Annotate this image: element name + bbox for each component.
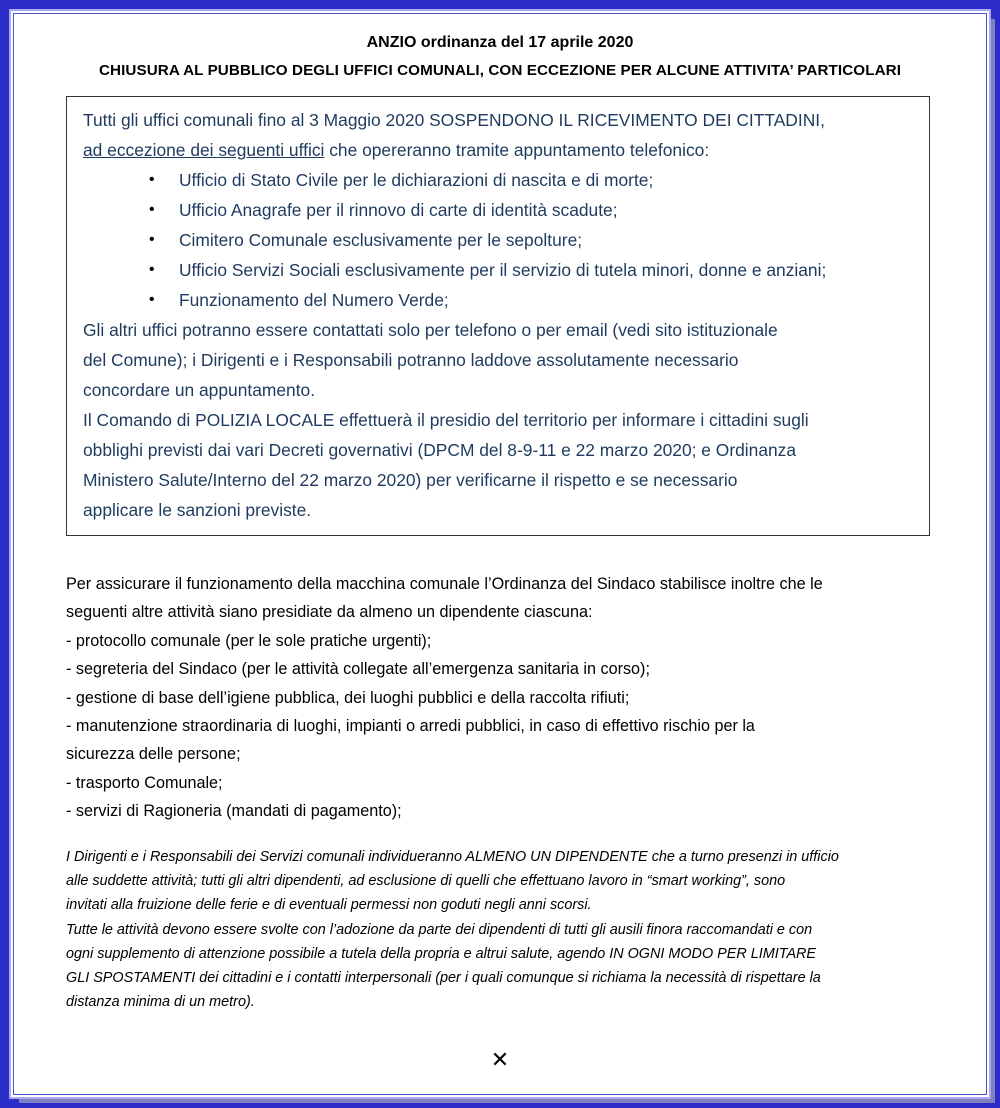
- box-paragraph-line: obblighi previsti dai vari Decreti governativi (DPCM del 8-9-11 e 22 marzo 2020; e Ordinanza: [83, 440, 797, 460]
- box-paragraph-line: applicare le sanzioni previste.: [83, 500, 312, 520]
- box-intro-line: [83, 135, 929, 165]
- italic-line: Tutte le attività devono essere svolte con l’adozione da parte dei dipendenti di tutti gli ausili finora raccomandati e con: [66, 921, 813, 938]
- underlined-phrase: ad eccezione dei seguenti uffici: [83, 140, 325, 160]
- intro-rest: che opereranno tramite appuntamento telefonico:: [324, 140, 710, 160]
- bullet-icon: •: [149, 201, 155, 218]
- document-title: ANZIO ordinanza del 17 aprile 2020: [366, 34, 634, 51]
- body-line: - segreteria del Sindaco (per le attività collegate all’emergenza sanitaria in corso);: [66, 660, 650, 679]
- box-paragraph-line: del Comune); i Dirigenti e i Responsabili potranno laddove assolutamente necessario: [83, 350, 739, 370]
- body-line: seguenti altre attività siano presidiate da almeno un dipendente ciascuna:: [66, 603, 593, 622]
- italic-line: invitati alla fruizione delle ferie e di eventuali permessi non goduti negli anni scorsi.: [66, 897, 592, 914]
- bullet-icon: •: [149, 231, 155, 248]
- bullet-icon: •: [149, 291, 155, 308]
- body-line: sicurezza delle persone;: [66, 745, 241, 764]
- list-item: [83, 165, 929, 195]
- bullet-icon: •: [149, 261, 155, 278]
- body-line: - manutenzione straordinaria di luoghi, impianti o arredi pubblici, in caso di effettivo rischio per la: [66, 717, 755, 736]
- list-item: [83, 255, 929, 285]
- list-item-text: Ufficio di Stato Civile per le dichiarazioni di nascita e di morte;: [179, 170, 654, 190]
- ornament-icon: ✕: [490, 1047, 510, 1072]
- italic-line: ogni supplemento di attenzione possibile a tutela della propria e altrui salute, agendo IN OGNI MODO PER LIMITARE: [66, 945, 817, 962]
- box-paragraph-line: Gli altri uffici potranno essere contattati solo per telefono o per email (vedi sito istituzionale: [83, 320, 778, 340]
- italic-line: alle suddette attività; tutti gli altri dipendenti, ad esclusione di quelli che effettuano lavoro in “smart working”, sono: [66, 873, 786, 890]
- bullet-icon: •: [149, 171, 155, 188]
- list-item-text: Cimitero Comunale esclusivamente per le sepolture;: [179, 230, 583, 250]
- list-item-text: Funzionamento del Numero Verde;: [179, 290, 449, 310]
- box-paragraph-line: concordare un appuntamento.: [83, 380, 316, 400]
- italic-notes-section: [66, 845, 946, 1014]
- box-paragraph-line: Il Comando di POLIZIA LOCALE effettuerà il presidio del territorio per informare i cittadini sugli: [83, 410, 809, 430]
- box-intro-line: Tutti gli uffici comunali fino al 3 Maggio 2020 SOSPENDONO IL RICEVIMENTO DEI CITTADINI,: [83, 110, 825, 130]
- office-list: [83, 165, 929, 315]
- italic-line: distanza minima di un metro).: [66, 994, 255, 1011]
- body-line: - trasporto Comunale;: [66, 773, 223, 792]
- list-item-text: Ufficio Anagrafe per il rinnovo di carte di identità scadute;: [179, 200, 618, 220]
- list-item-text: Ufficio Servizi Sociali esclusivamente per il servizio di tutela minori, donne e anziani;: [179, 260, 827, 280]
- document-subtitle: CHIUSURA AL PUBBLICO DEGLI UFFICI COMUNALI, CON ECCEZIONE PER ALCUNE ATTIVITA’ PARTICOLARI: [98, 62, 902, 79]
- notice-box: [66, 96, 930, 536]
- activities-section: [66, 570, 946, 826]
- box-paragraph-line: Ministero Salute/Interno del 22 marzo 2020) per verificarne il rispetto e se necessario: [83, 470, 738, 490]
- list-item: [83, 225, 929, 255]
- list-item: [83, 285, 929, 315]
- italic-line: I Dirigenti e i Responsabili dei Servizi comunali individueranno ALMENO UN DIPENDENTE che a turno presenzi in ufficio: [66, 849, 839, 865]
- body-line: - gestione di base dell’igiene pubblica, dei luoghi pubblici e della raccolta rifiuti;: [66, 688, 630, 707]
- italic-line: GLI SPOSTAMENTI dei cittadini e i contatti interpersonali (per i quali comunque si richiama la necessità di rispettare la: [66, 970, 821, 987]
- body-line: Per assicurare il funzionamento della macchina comunale l’Ordinanza del Sindaco stabilisce inoltre che le: [66, 575, 823, 593]
- body-line: - protocollo comunale (per le sole pratiche urgenti);: [66, 631, 432, 650]
- body-line: - servizi di Ragioneria (mandati di pagamento);: [66, 802, 402, 821]
- list-item: [83, 195, 929, 225]
